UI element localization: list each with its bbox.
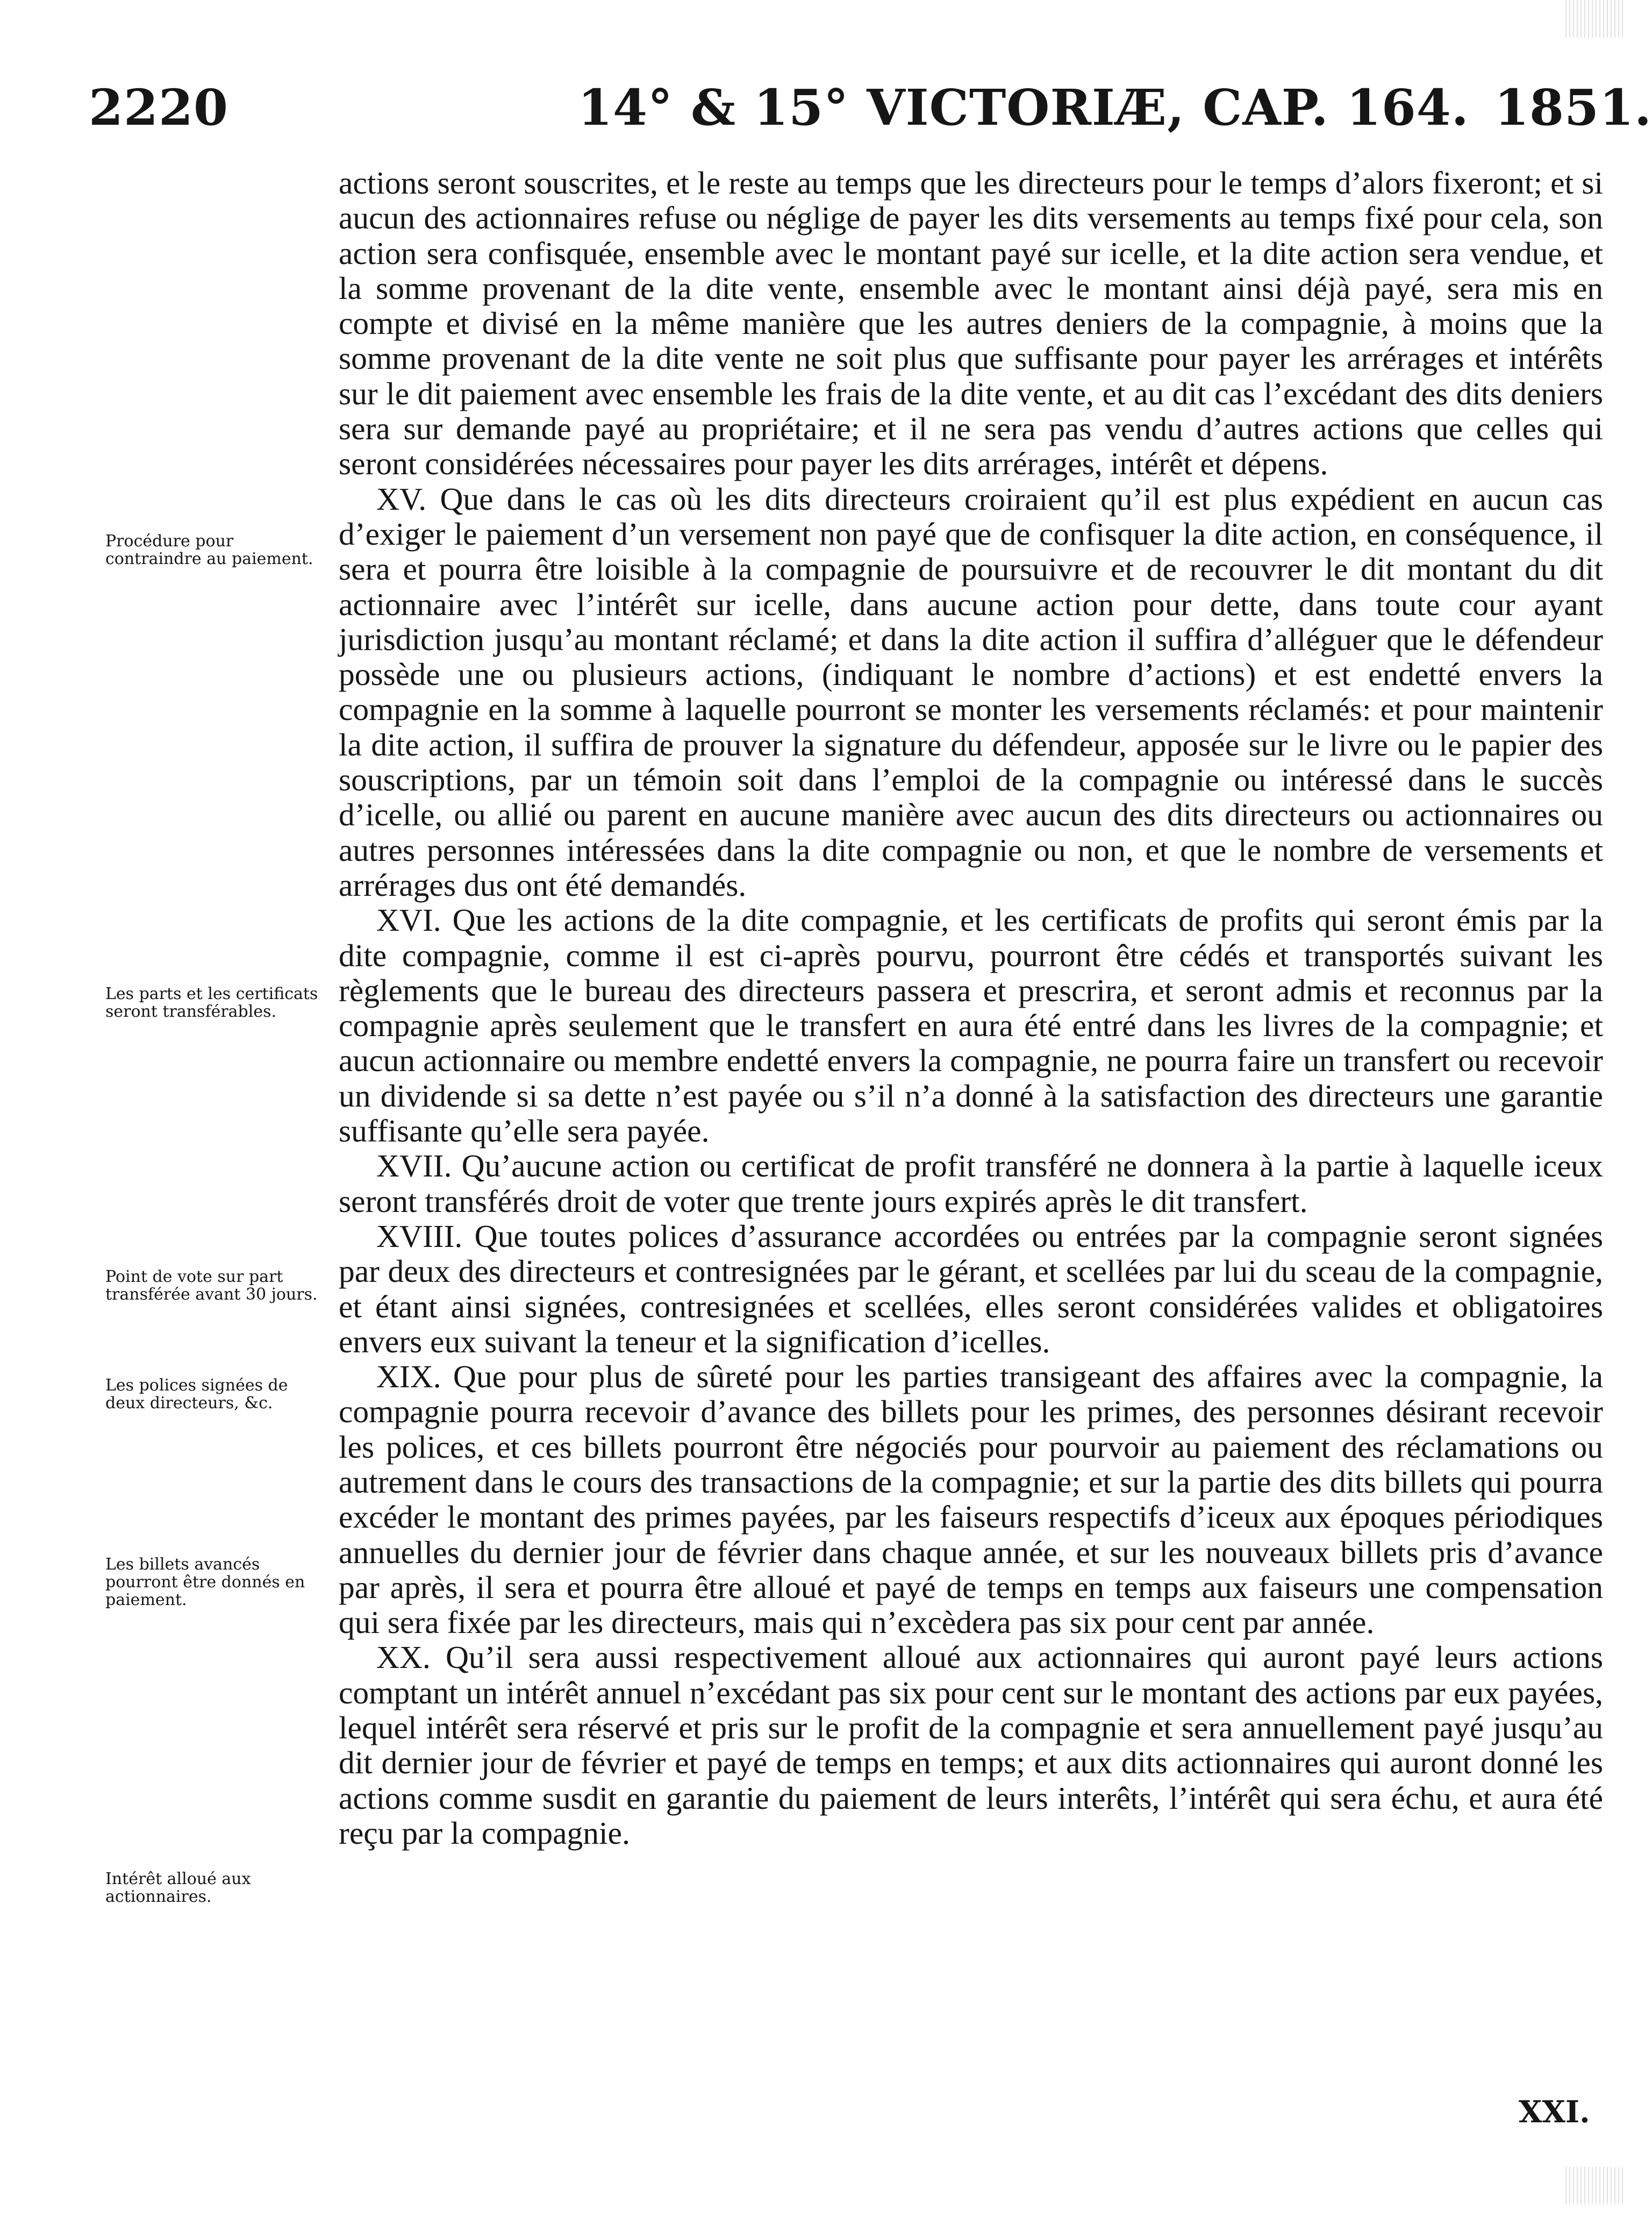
marginal-note: Les billets avancés pourront être donnés en paiement. [105, 1555, 305, 1609]
section-xvii [339, 1149, 1603, 1219]
body-text [339, 166, 1603, 1851]
section-xvi [339, 903, 1603, 1149]
section-number: XVIII. [376, 1218, 463, 1254]
section-xv [339, 482, 1603, 903]
section-xix [339, 1359, 1603, 1640]
running-year: 1851. [1494, 79, 1652, 137]
paragraph-text: actions seront souscrites, et le reste au temps que les directeurs pour le temps d’alors fixeront; et si aucun des actionnaires refuse ou néglige de payer les dits versements au temps fixé pour cela, son action sera confisquée, ensemble avec le montant payé sur icelle, et la dite action sera vendue, et la somme provenant de la dite vente, ensemble avec le montant ainsi déjà payé, sera mis en compte et divisé en la même manière que les autres deniers de la compagnie, à moins que la somme provenant de la dite vente ne soit plus que suffisante pour payer les arrérages et intérêts sur le dit paiement avec ensemble les frais de la dite vente, et au dit cas l’excédant des dits deniers sera sur demande payé au propriétaire; et il ne sera pas vendu d’autres actions que celles qui seront considérées nécessaires pour payer les dits arrérages, intérêt et dépens. [339, 165, 1603, 482]
scan-edge-artifact [1565, 0, 1625, 38]
marginal-note: Les parts et les certificats seront transférables. [105, 985, 318, 1021]
section-text: Que toutes polices d’assurance accordées ou entrées par la compagnie seront signées par deux des directeurs et contresignées par le gérant, et scellées par lui du sceau de la compagnie, et étant ainsi signées, contresignées et scellées, elles seront considérées valides et obligatoires envers eux suivant la teneur et la signification d’icelles. [339, 1218, 1603, 1359]
section-text: Que dans le cas où les dits directeurs croiraient qu’il est plus expédient en aucun cas d’exiger le paiement d’un versement non payé que de confisquer la dite action, en conséquence, il sera et pourra être loisible à la compagnie de poursuivre et de recouvrer le dit montant du dit actionnaire avec l’intérêt sur icelle, dans aucune action pour dette, dans toute cour ayant jurisdiction jusqu’au montant réclamé; et dans la dite action il suffira d’alléguer que le défendeur possède une ou plusieurs actions, (indiquant le nombre d’actions) et est endetté envers la compagnie en la somme à laquelle pourront se monter les versements réclamés: et pour maintenir la dite action, il suffira de prouver la signature du défendeur, apposée sur le livre ou le papier des souscriptions, par un témoin soit dans l’emploi de la compagnie ou intéressé dans le succès d’icelle, ou allié ou parent en aucune manière avec aucun des dits directeurs ou actionnaires ou autres personnes intéressées dans la dite compagnie ou non, et que le nombre de versements et arrérages dus ont été demandés. [339, 481, 1603, 903]
marginal-note: Procédure pour contraindre au paiement. [105, 532, 313, 568]
running-title: 14° & 15° VICTORIÆ, CAP. 164. [578, 79, 1469, 137]
section-xviii [339, 1219, 1603, 1359]
section-text: Que les actions de la dite compagnie, et les certificats de profits qui seront émis par la dite compagnie, comme il est ci-après pourvu, pourront être cédés et transportés suivant les règlements que le bureau des directeurs passera et prescrira, et seront admis et reconnus par la compagnie après seulement que le transfert en aura été entré dans les livres de la compagnie; et aucun actionnaire ou membre endetté envers la compagnie, ne pourra faire un transfert ou recevoir un dividende si sa dette n’est payée ou s’il n’a donné à la satisfaction des directeurs une garantie suffisante qu’elle sera payée. [339, 902, 1603, 1149]
paragraph-continuation [339, 166, 1603, 482]
page-number: 2220 [89, 79, 229, 137]
marginal-note: Point de vote sur part transférée avant 30 jours. [105, 1267, 318, 1304]
section-xx [339, 1640, 1603, 1851]
catchword: XXI. [1519, 2094, 1590, 2130]
section-number: XIX. [376, 1359, 441, 1395]
section-text: Qu’aucune action ou certificat de profit transféré ne donnera à la partie à laquelle iceux seront transférés droit de voter que trente jours expirés après le dit transfert. [339, 1148, 1603, 1219]
section-text: Qu’il sera aussi respectivement alloué aux actionnaires qui auront payé leurs actions comptant un intérêt annuel n’excédant pas six pour cent sur le montant des actions par eux payées, lequel intérêt sera réservé et pris sur le profit de la compagnie et sera annuellement payé jusqu’au dit dernier jour de février et payé de temps en temps; et aux dits actionnaires qui auront donné les actions comme susdit en garantie du paiement de leurs interêts, l’intérêt qui sera échu, et aura été reçu par la compagnie. [339, 1639, 1604, 1851]
marginal-note: Les polices signées de deux directeurs, &c. [105, 1376, 288, 1413]
marginal-note: Intérêt alloué aux actionnaires. [105, 1870, 251, 1906]
scan-edge-artifact [1565, 2167, 1625, 2205]
section-number: XX. [376, 1639, 431, 1675]
section-number: XV. [376, 481, 427, 517]
section-number: XVI. [376, 902, 441, 938]
section-number: XVII. [376, 1148, 452, 1184]
section-text: Que pour plus de sûreté pour les parties transigeant des affaires avec la compagnie, la compagnie pourra recevoir d’avance des billets pour les primes, des personnes désirant recevoir les polices, et ces billets pourront être négociés pour pourvoir au paiement des réclamations ou autrement dans le cours des transactions de la compagnie; et sur la partie des dits billets qui pourra excéder le montant des primes payées, par les faiseurs respectifs d’iceux aux époques périodiques annuelles du dernier jour de février dans chaque année, et sur les nouveaux billets pris d’avance par après, il sera et pourra être alloué et payé de temps en temps aux faiseurs une compensation qui sera fixée par les directeurs, mais qui n’excèdera pas six pour cent par année. [339, 1359, 1604, 1641]
